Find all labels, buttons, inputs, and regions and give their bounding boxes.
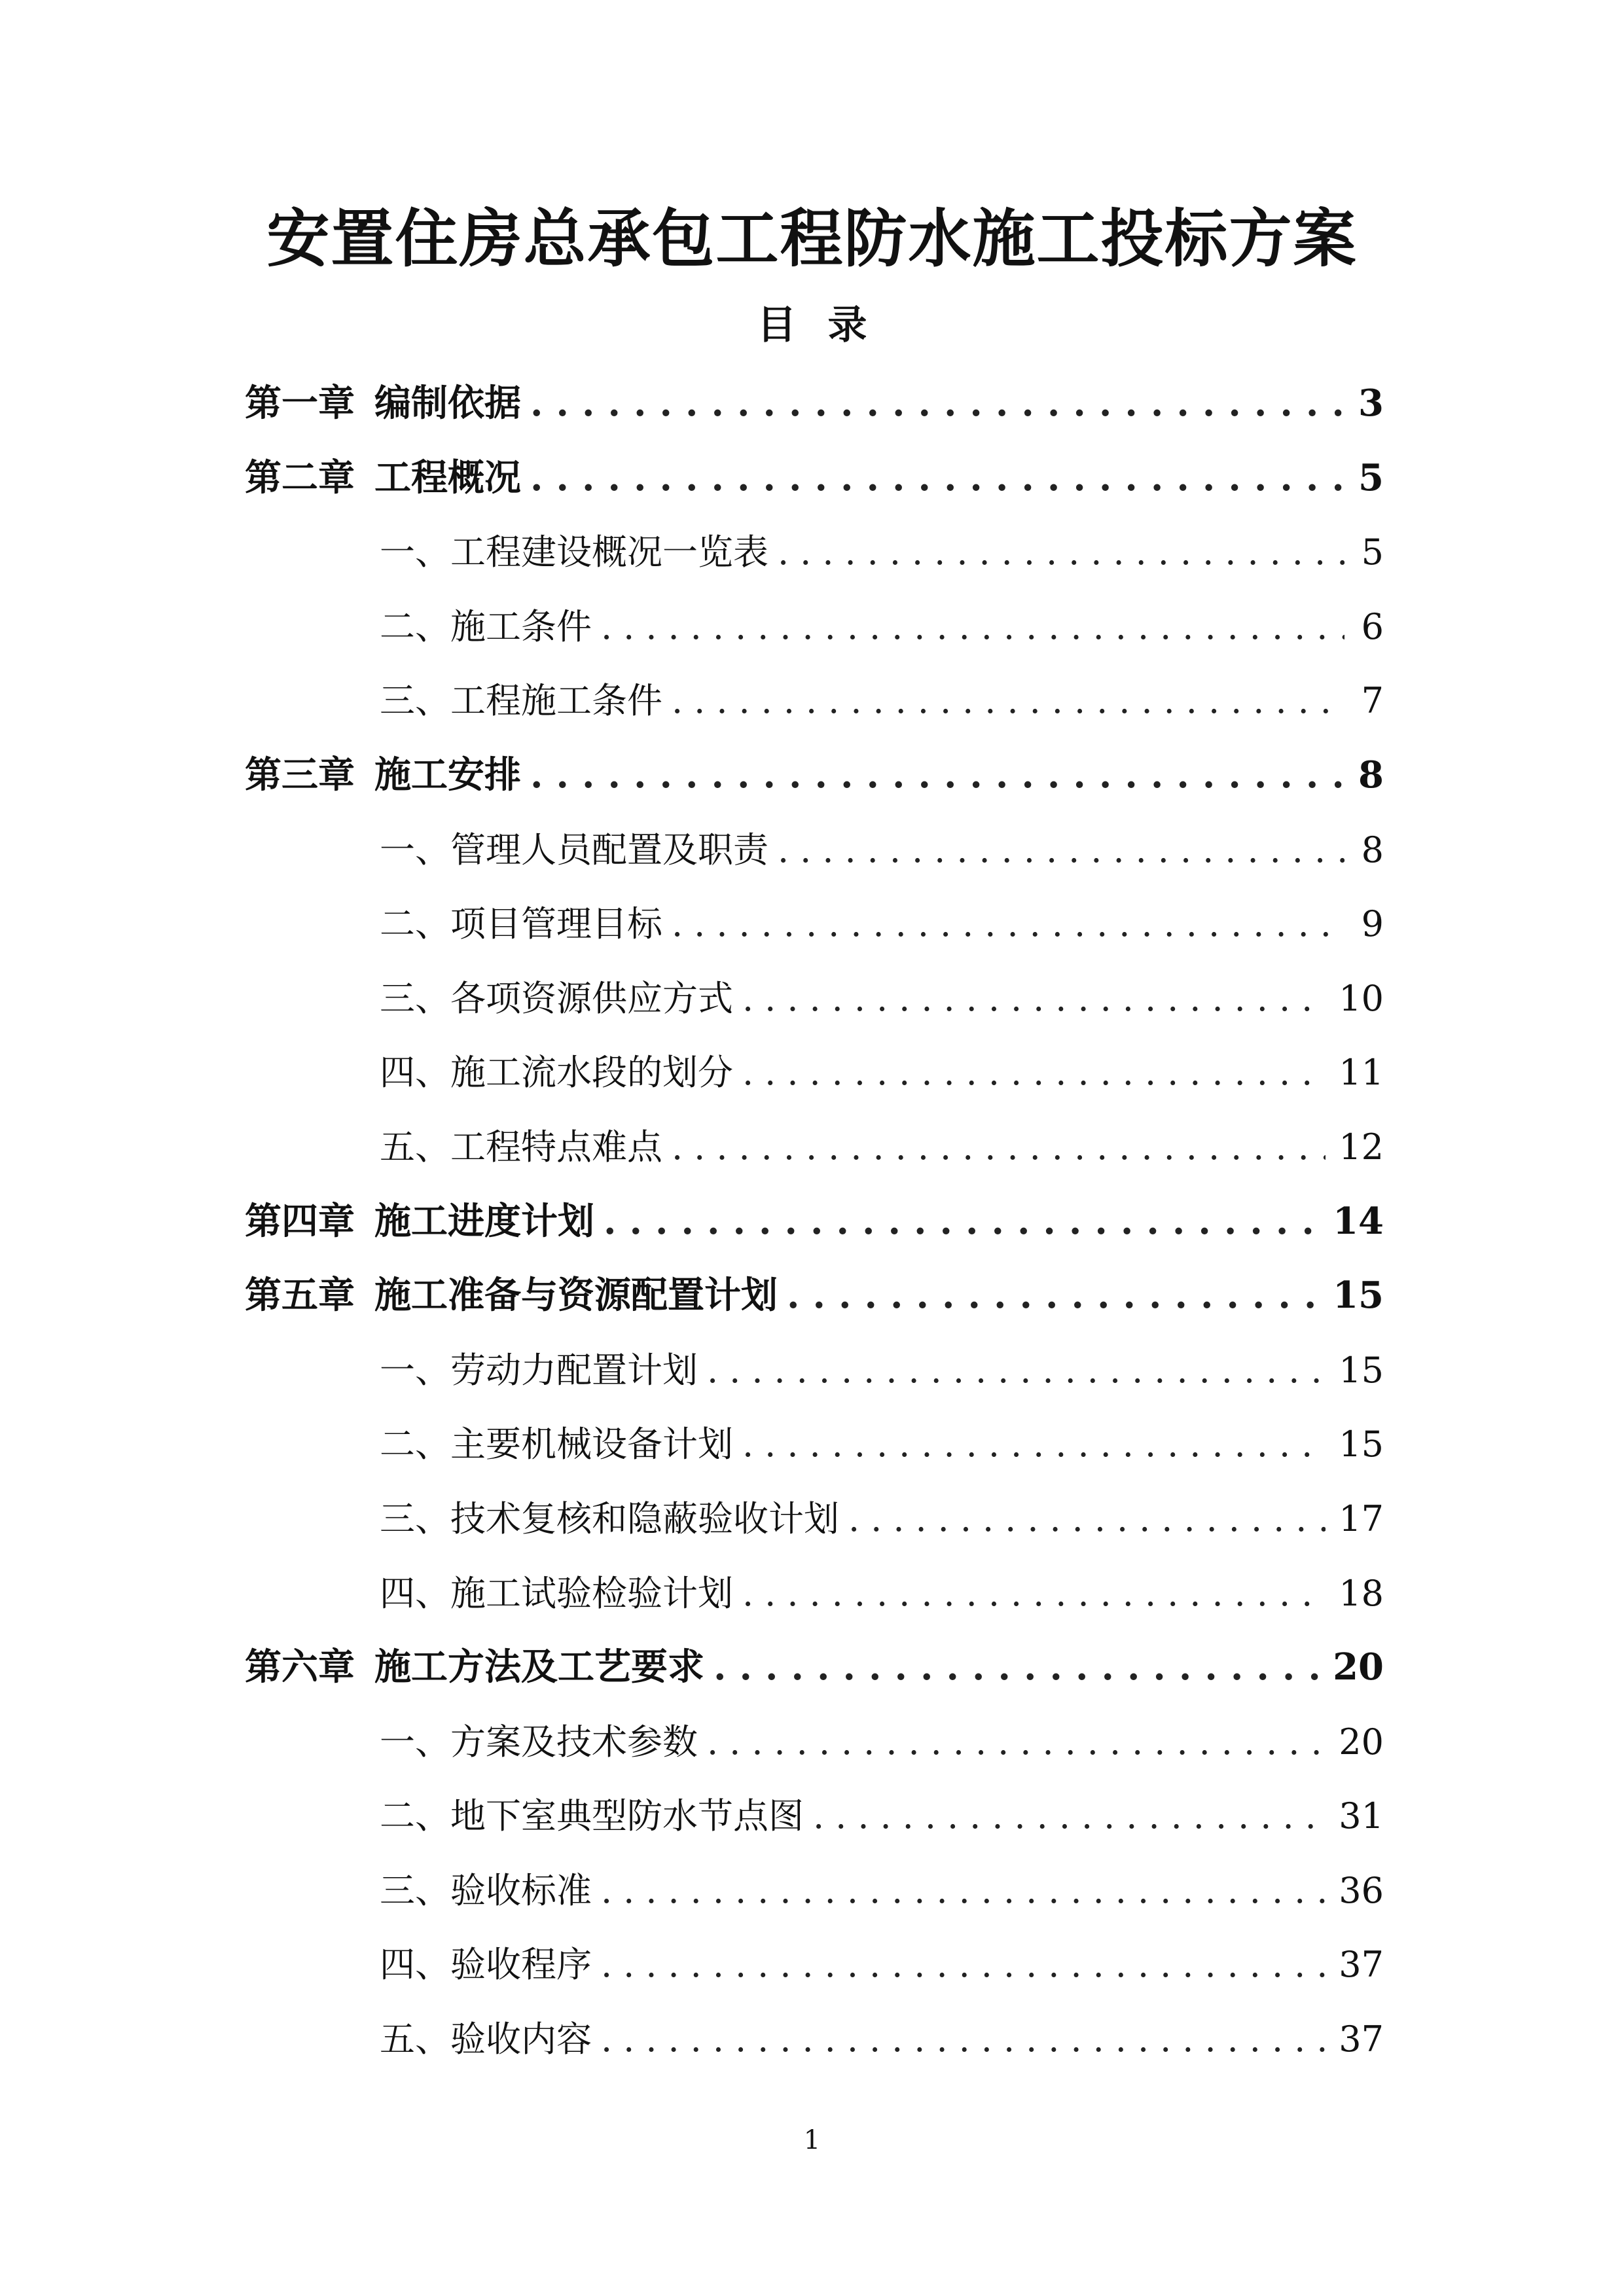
dot-leader (742, 1556, 1326, 1631)
toc-section-entry[interactable] (245, 515, 1384, 590)
toc-entry-title (380, 1556, 733, 1631)
toc-page-number: 5 (1361, 531, 1384, 573)
toc-entry-title (380, 515, 768, 590)
dot-leader (601, 590, 1344, 664)
toc-entry-text: 三、技术复核和隐蔽验收计划 (380, 1498, 839, 1539)
toc-chapter-entry[interactable] (245, 1630, 1384, 1705)
toc-page-number: 6 (1361, 605, 1384, 647)
dot-leader (601, 2002, 1326, 2077)
toc-entry-text: 施工进度计划 (374, 1199, 594, 1243)
toc-entry-title (380, 1705, 698, 1780)
toc-entry-text: 施工准备与资源配置计划 (374, 1274, 778, 1318)
toc-entry-title (245, 441, 521, 516)
toc-entry-title (245, 1630, 704, 1705)
toc-entry-title (380, 1482, 839, 1556)
dot-leader (672, 664, 1344, 738)
toc-page-number: 18 (1339, 1572, 1384, 1614)
toc-entry-title (245, 1259, 778, 1333)
toc-section-entry[interactable] (245, 664, 1384, 738)
toc-page-number: 10 (1339, 977, 1384, 1019)
document-title: 安置住房总承包工程防水施工投标方案 (266, 202, 1358, 276)
toc-page-number: 9 (1361, 903, 1384, 945)
toc-entry-title (380, 887, 662, 961)
dot-leader (778, 813, 1344, 888)
toc-section-entry[interactable] (245, 1407, 1384, 1482)
toc-section-entry[interactable] (245, 1333, 1384, 1408)
toc-page-number: 11 (1339, 1052, 1384, 1094)
chapter-number: 第五章 (245, 1274, 355, 1318)
toc-page-number: 37 (1339, 1944, 1384, 1986)
toc-section-entry[interactable] (245, 1928, 1384, 2002)
toc-section-entry[interactable] (245, 590, 1384, 664)
toc-chapter-entry[interactable] (245, 1185, 1384, 1259)
toc-section-entry[interactable] (245, 961, 1384, 1036)
toc-section-entry[interactable] (245, 1854, 1384, 1928)
toc-entry-text: 一、劳动力配置计划 (380, 1349, 698, 1391)
dot-leader (530, 367, 1344, 441)
dot-leader (707, 1333, 1326, 1408)
toc-entry-text: 四、施工试验检验计划 (380, 1572, 733, 1614)
toc-chapter-entry[interactable] (245, 367, 1384, 441)
toc-page-number: 8 (1358, 753, 1384, 797)
dot-leader (848, 1482, 1326, 1556)
toc-entry-title (380, 590, 592, 664)
toc-heading-left: 目 (757, 302, 797, 348)
chapter-number: 第三章 (245, 753, 355, 797)
toc-page-number: 15 (1333, 1274, 1384, 1318)
toc-page-number: 20 (1333, 1645, 1384, 1689)
toc-entry-title (380, 1110, 662, 1185)
toc-entry-title (380, 1333, 698, 1408)
toc-entry-text: 四、施工流水段的划分 (380, 1052, 733, 1094)
dot-leader (742, 961, 1326, 1036)
toc-entry-text: 一、方案及技术参数 (380, 1721, 698, 1763)
toc-entry-text: 三、验收标准 (380, 1869, 592, 1911)
toc-entry-title (380, 1407, 733, 1482)
toc-section-entry[interactable] (245, 1035, 1384, 1110)
toc-entry-title (380, 664, 662, 738)
dot-leader (604, 1185, 1320, 1259)
toc-entry-title (380, 1035, 733, 1110)
toc-entry-text: 二、主要机械设备计划 (380, 1424, 733, 1465)
toc-entry-title (380, 1928, 592, 2002)
chapter-number: 第六章 (245, 1645, 355, 1689)
toc-entry-text: 二、地下室典型防水节点图 (380, 1795, 804, 1837)
chapter-number: 第四章 (245, 1199, 355, 1243)
toc-page-number: 12 (1339, 1126, 1384, 1168)
toc-page-number: 15 (1339, 1349, 1384, 1391)
dot-leader (742, 1035, 1326, 1110)
toc-section-entry[interactable] (245, 1779, 1384, 1854)
toc-section-entry[interactable] (245, 1705, 1384, 1780)
toc-entry-title (380, 961, 733, 1036)
toc-section-entry[interactable] (245, 887, 1384, 961)
dot-leader (601, 1928, 1326, 2002)
toc-chapter-entry[interactable] (245, 1259, 1384, 1333)
dot-leader (601, 1854, 1326, 1928)
toc-section-entry[interactable] (245, 1556, 1384, 1631)
dot-leader (742, 1407, 1326, 1482)
toc-heading-right: 录 (827, 302, 867, 348)
dot-leader (530, 441, 1344, 516)
toc-chapter-entry[interactable] (245, 738, 1384, 813)
toc-entry-title (245, 738, 521, 813)
toc-entry-text: 编制依据 (374, 382, 521, 425)
toc-entry-text: 施工安排 (374, 753, 521, 797)
dot-leader (813, 1779, 1326, 1854)
dot-leader (672, 887, 1344, 961)
toc-entry-text: 三、工程施工条件 (380, 680, 662, 722)
toc-section-entry[interactable] (245, 2002, 1384, 2077)
page-number: 1 (803, 2125, 821, 2155)
toc-page-number: 37 (1339, 2018, 1384, 2060)
dot-leader (713, 1630, 1320, 1705)
toc-entry-title (380, 2002, 592, 2077)
toc-page-number: 20 (1339, 1721, 1384, 1763)
dot-leader (707, 1705, 1326, 1780)
toc-entry-text: 四、验收程序 (380, 1944, 592, 1986)
toc-page-number: 5 (1358, 456, 1384, 499)
table-of-contents (245, 367, 1384, 2077)
toc-entry-text: 二、项目管理目标 (380, 903, 662, 945)
toc-heading (0, 296, 1624, 355)
toc-entry-text: 二、施工条件 (380, 605, 592, 647)
toc-section-entry[interactable] (245, 1110, 1384, 1185)
dot-leader (787, 1259, 1320, 1333)
toc-page-number: 8 (1361, 829, 1384, 870)
toc-page-number: 14 (1333, 1199, 1384, 1243)
dot-leader (778, 515, 1344, 590)
toc-entry-text: 一、管理人员配置及职责 (380, 829, 768, 870)
toc-page-number: 3 (1358, 382, 1384, 425)
dot-leader (672, 1110, 1326, 1185)
toc-entry-text: 一、工程建设概况一览表 (380, 531, 768, 573)
toc-entry-title (380, 1854, 592, 1928)
toc-entry-text: 五、验收内容 (380, 2018, 592, 2060)
toc-page-number: 7 (1361, 680, 1384, 722)
toc-entry-text: 三、各项资源供应方式 (380, 977, 733, 1019)
toc-entry-title (245, 367, 521, 441)
toc-section-entry[interactable] (245, 813, 1384, 888)
toc-section-entry[interactable] (245, 1482, 1384, 1556)
toc-entry-title (380, 813, 768, 888)
dot-leader (530, 738, 1344, 813)
toc-page-number: 15 (1339, 1424, 1384, 1465)
chapter-number: 第二章 (245, 456, 355, 499)
toc-page-number: 17 (1339, 1498, 1384, 1539)
toc-entry-title (245, 1185, 594, 1259)
toc-entry-text: 五、工程特点难点 (380, 1126, 662, 1168)
toc-entry-title (380, 1779, 804, 1854)
toc-entry-text: 工程概况 (374, 456, 521, 499)
toc-entry-text: 施工方法及工艺要求 (374, 1645, 704, 1689)
toc-chapter-entry[interactable] (245, 441, 1384, 516)
chapter-number: 第一章 (245, 382, 355, 425)
toc-page-number: 36 (1339, 1869, 1384, 1911)
toc-page-number: 31 (1339, 1795, 1384, 1837)
